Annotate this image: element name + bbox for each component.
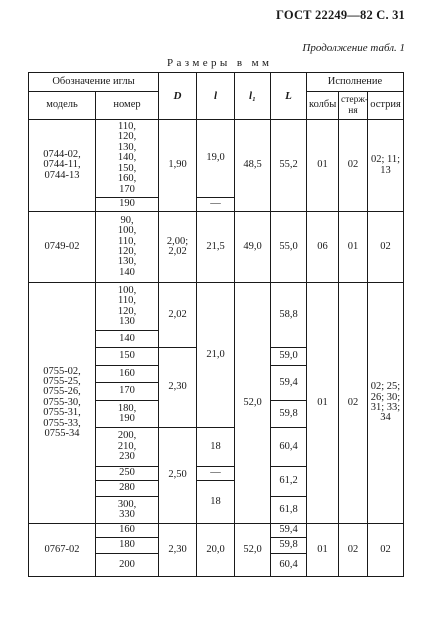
tip-cell: 02; 25; 26; 30; 31; 33; 34	[368, 283, 404, 524]
col-flask-header: колбы	[307, 92, 339, 120]
L-cell: 59,0	[271, 348, 307, 366]
L-cell: 55,2	[271, 120, 307, 212]
table-continuation-note: Продолжение табл. 1	[302, 42, 405, 54]
l-cell: 18	[197, 428, 235, 467]
col-number-header: номер	[96, 92, 159, 120]
col-rod-header: стерж- ня	[339, 92, 368, 120]
D-cell: 2,02	[159, 283, 197, 348]
L-cell: 58,8	[271, 283, 307, 348]
number-cell: 190	[96, 198, 159, 212]
L-cell: 55,0	[271, 212, 307, 283]
rod-cell: 02	[339, 283, 368, 524]
l-cell: 20,0	[197, 524, 235, 577]
L-cell: 61,8	[271, 497, 307, 524]
L-cell: 59,8	[271, 401, 307, 428]
number-cell: 160	[96, 524, 159, 538]
rod-cell: 02	[339, 120, 368, 212]
table-row	[29, 283, 404, 331]
number-cell: 140	[96, 331, 159, 348]
number-cell: 200, 210, 230	[96, 428, 159, 467]
col-model-header: модель	[29, 92, 96, 120]
number-cell: 280	[96, 481, 159, 497]
number-cell: 170	[96, 383, 159, 401]
number-cell: 180	[96, 538, 159, 554]
l-cell: —	[197, 198, 235, 212]
l-cell: 19,0	[197, 120, 235, 198]
L-cell: 60,4	[271, 428, 307, 467]
number-cell: 90, 100, 110, 120, 130, 140	[96, 212, 159, 283]
number-cell: 160	[96, 366, 159, 383]
L-cell: 59,4	[271, 524, 307, 538]
number-cell: 100, 110, 120, 130	[96, 283, 159, 331]
tip-cell: 02	[368, 524, 404, 577]
document-header: ГОСТ 22249—82 С. 31	[276, 8, 405, 22]
model-cell: 0749-02	[29, 212, 96, 283]
L-cell: 61,2	[271, 467, 307, 497]
L-cell: 59,4	[271, 366, 307, 401]
D-cell: 2,30	[159, 524, 197, 577]
number-cell: 180, 190	[96, 401, 159, 428]
model-cell: 0767-02	[29, 524, 96, 577]
l1-cell: 52,0	[235, 283, 271, 524]
number-cell: 150	[96, 348, 159, 366]
rod-cell: 02	[339, 524, 368, 577]
number-cell: 250	[96, 467, 159, 481]
l1-cell: 52,0	[235, 524, 271, 577]
needle-designation-header: Обозначение иглы	[29, 73, 159, 92]
model-cell: 0755-02, 0755-25, 0755-26, 0755-30, 0755-31, 0755-33, 0755-34	[29, 283, 96, 524]
D-cell: 1,90	[159, 120, 197, 212]
number-cell: 110, 120, 130, 140, 150, 160, 170	[96, 120, 159, 198]
D-cell: 2,00; 2,02	[159, 212, 197, 283]
flask-cell: 06	[307, 212, 339, 283]
tip-cell: 02	[368, 212, 404, 283]
D-cell: 2,50	[159, 428, 197, 524]
table-row	[29, 120, 404, 198]
rod-cell: 01	[339, 212, 368, 283]
execution-header: Исполнение	[307, 73, 404, 92]
l-cell: 21,5	[197, 212, 235, 283]
col-D-header: D	[159, 73, 197, 120]
flask-cell: 01	[307, 524, 339, 577]
needle-dimensions-table	[28, 72, 404, 577]
l-cell: 21,0	[197, 283, 235, 428]
table-row	[29, 524, 404, 538]
l1-cell: 48,5	[235, 120, 271, 212]
l-cell: 18	[197, 481, 235, 524]
table-row	[29, 212, 404, 283]
l-cell: —	[197, 467, 235, 481]
number-cell: 300, 330	[96, 497, 159, 524]
flask-cell: 01	[307, 120, 339, 212]
l1-cell: 49,0	[235, 212, 271, 283]
dimensions-note: Размеры в мм	[167, 57, 273, 69]
col-tip-header: острия	[368, 92, 404, 120]
flask-cell: 01	[307, 283, 339, 524]
col-L-header: L	[271, 73, 307, 120]
tip-cell: 02; 11; 13	[368, 120, 404, 212]
number-cell: 200	[96, 554, 159, 577]
L-cell: 59,8	[271, 538, 307, 554]
col-l1-header: l₁	[235, 73, 271, 120]
model-cell: 0744-02, 0744-11, 0744-13	[29, 120, 96, 212]
L-cell: 60,4	[271, 554, 307, 577]
D-cell: 2,30	[159, 348, 197, 428]
col-l-header: l	[197, 73, 235, 120]
